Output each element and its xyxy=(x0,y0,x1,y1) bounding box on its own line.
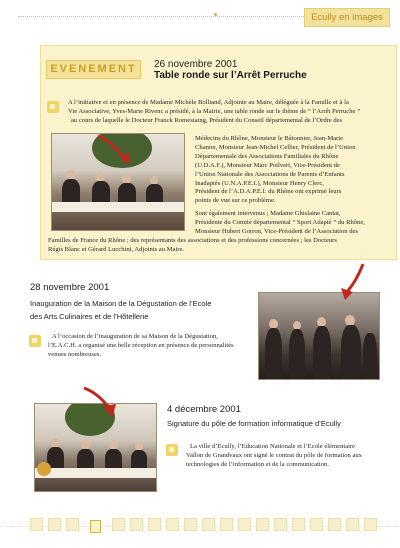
person xyxy=(341,325,361,379)
event-line: Régis Blanc et Gérard Lucchini, Adjoints au Maire. xyxy=(48,245,185,253)
event-photo xyxy=(51,133,185,231)
body-line: venues nombreuses. xyxy=(48,350,102,358)
footer-square xyxy=(112,518,125,531)
body-line: La ville d’Ecully, l’Education Nationale et l’Ecole élémentaire xyxy=(190,443,356,450)
red-arrow-icon xyxy=(52,134,184,230)
footer-square xyxy=(66,518,79,531)
body-line: technologies de l’information et de la communication. xyxy=(186,460,330,468)
event-line: Monsieur Hubert Gorron, Vice-Président de l’Association des xyxy=(195,227,359,235)
person xyxy=(313,326,331,379)
header-divider xyxy=(18,16,304,17)
person xyxy=(265,328,282,379)
event-line: Président de l’A.D.A.P.E.I. du Rhône ont exprimé leurs xyxy=(195,188,342,196)
bullet-icon xyxy=(47,101,59,113)
conference-table xyxy=(35,468,156,478)
section3-title: Signature du pôle de formation informatique d’Ecully xyxy=(167,419,341,428)
section3-date: 4 décembre 2001 xyxy=(167,404,241,415)
event-line: Vie Associative, Yves-Marie Rivenc a présidé, à la Mairie, une table ronde sur le thème de “ l’Arrêt Perruche ” xyxy=(68,107,361,115)
section3-body xyxy=(186,443,396,470)
footer-square xyxy=(364,518,377,531)
event-line: Chanon, Monsieur Jean-Michel Cellier, Président de l’Union xyxy=(195,143,356,151)
event-date: 26 novembre 2001 xyxy=(154,59,238,70)
section-tab[interactable]: Ecully en images xyxy=(304,8,390,27)
event-line: Inadaptés (U.N.A.P.E.I.), Monsieur Henry Clerc, xyxy=(195,179,324,187)
section2-body xyxy=(48,333,250,360)
event-line: Départementale des Associations Familiales du Rhône xyxy=(195,152,339,160)
event-body-second xyxy=(195,210,391,237)
flower-bouquet xyxy=(37,462,51,476)
section2-date: 28 novembre 2001 xyxy=(30,282,110,293)
bullet-icon xyxy=(29,335,41,347)
footer-square xyxy=(238,518,251,531)
event-line: au cours de laquelle le Docteur Franck Romestaing, Président du Conseil départemental de l’Ordre des xyxy=(71,116,343,124)
event-line: Familles de France du Rhône ; des représentants des associations et des professions concernées ; les Docteurs xyxy=(48,237,337,244)
event-label: EVENEMENT xyxy=(46,60,141,79)
event-line: l’Union Nationale des Associations de Parents d’Enfants xyxy=(195,170,345,178)
page-marker-icon xyxy=(90,520,101,533)
footer-square xyxy=(256,518,269,531)
event-body-closing xyxy=(48,237,392,255)
event-title: Table ronde sur l’Arrêt Perruche xyxy=(154,70,307,81)
event-line: points de vue sur ce problème. xyxy=(195,197,276,205)
event-line: Présidente du Comité départemental “ Sport Adapté ” du Rhône, xyxy=(195,218,365,226)
title-line: Inauguration de la Maison de la Dégustation de l’Ecole xyxy=(30,299,212,308)
footer-square xyxy=(148,518,161,531)
footer-square xyxy=(274,518,287,531)
footer-square xyxy=(30,518,43,531)
event-line: (U.D.A.F.), Monsieur Marc Poilvert, Vice-Président de xyxy=(195,161,340,169)
body-line: l’E.A.C.H. a organisé une belle réception en présence de personnalités xyxy=(48,341,234,349)
event-body-intro xyxy=(68,99,390,126)
footer-square xyxy=(130,518,143,531)
event-body-column xyxy=(195,135,391,206)
red-arrow-icon xyxy=(333,262,369,308)
red-arrow-icon xyxy=(80,384,124,424)
footer-square xyxy=(292,518,305,531)
footer-square xyxy=(184,518,197,531)
body-line: Vallon de Grandvaux ont signé le contrat du pôle de formation aux xyxy=(186,451,362,459)
person xyxy=(289,329,305,379)
footer-square xyxy=(166,518,179,531)
footer-square xyxy=(48,518,61,531)
event-line: A l’initiative et en présence de Madame Michèle Bolliand, Adjointe au Maire, déléguée à la Famille et à la xyxy=(68,99,349,106)
footer-square xyxy=(328,518,341,531)
person xyxy=(363,333,377,379)
event-line: Médecins du Rhône, Monsieur le Bâtonnier, Jean-Marie xyxy=(195,135,344,142)
footer-square xyxy=(202,518,215,531)
bullet-icon xyxy=(166,444,178,456)
header-dot xyxy=(214,13,217,16)
footer-square xyxy=(346,518,359,531)
footer-square xyxy=(220,518,233,531)
body-line: A l’occasion de l’inauguration de sa Maison de la Dégustation, xyxy=(52,333,218,340)
footer-square xyxy=(310,518,323,531)
title-line: des Arts Culinaires et de l’Hôtellerie xyxy=(30,312,149,321)
event-line: Sont également intervenus ; Madame Ghislaine Cantat, xyxy=(195,210,341,217)
section2-title xyxy=(30,297,250,323)
